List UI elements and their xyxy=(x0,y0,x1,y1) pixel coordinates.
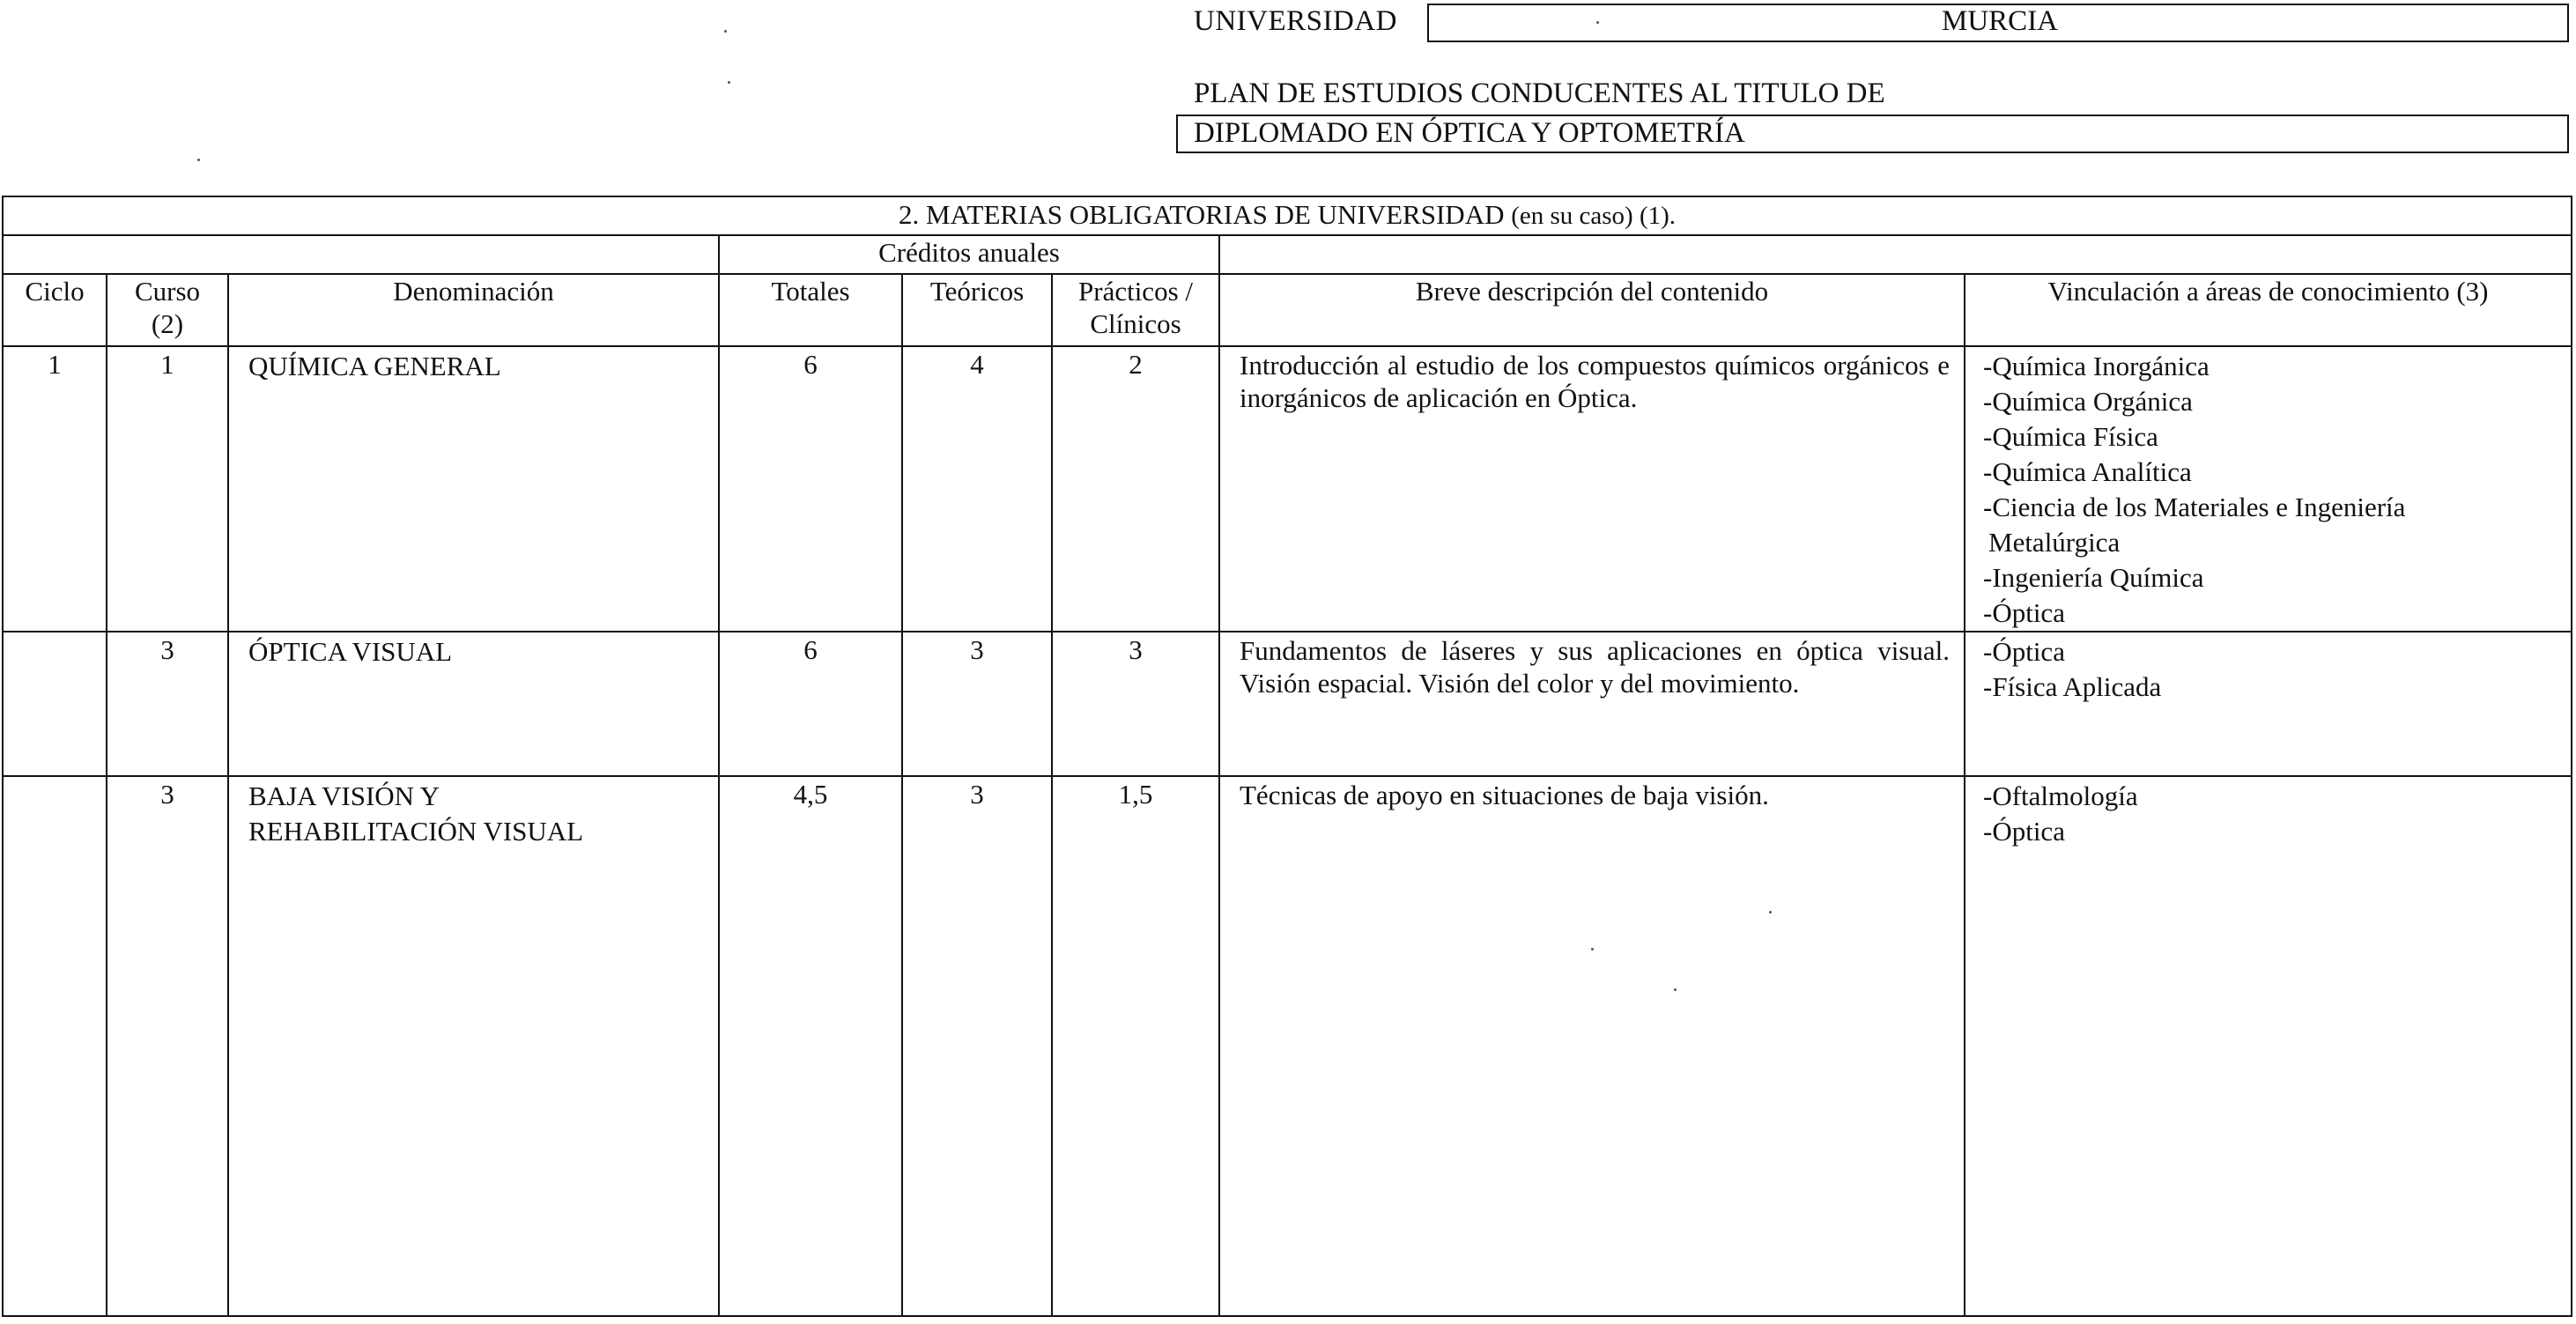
cell-teoricos: 3 xyxy=(902,776,1052,1316)
table-title xyxy=(3,196,2572,235)
denominacion-line: QUÍMICA GENERAL xyxy=(248,351,501,381)
area-item: Metalúrgica xyxy=(1988,527,2121,558)
table-title-main: 2. MATERIAS OBLIGATORIAS DE UNIVERSIDAD xyxy=(899,199,1505,230)
cell-totales: 6 xyxy=(719,346,902,632)
area-item: -Óptica xyxy=(1983,597,2065,628)
area-item: -Óptica xyxy=(1983,636,2065,667)
cell-descripcion: Fundamentos de láseres y sus aplicaciones en óptica visual. Visión espacial. Visión del color y del movimiento. xyxy=(1219,632,1965,776)
cell-teoricos: 4 xyxy=(902,346,1052,632)
cell-denominacion xyxy=(228,632,719,776)
titulo-value: DIPLOMADO EN ÓPTICA Y OPTOMETRÍA xyxy=(1194,117,1745,149)
cell-vinculacion xyxy=(1965,346,2572,632)
area-item: -Química Física xyxy=(1983,421,2158,452)
cell-curso: 1 xyxy=(107,346,228,632)
header-spacer-left xyxy=(3,235,719,274)
cell-practicos: 3 xyxy=(1052,632,1219,776)
scan-speck xyxy=(724,30,727,33)
cell-teoricos: 3 xyxy=(902,632,1052,776)
area-item: -Oftalmología xyxy=(1983,780,2138,811)
col-header-vinculacion: Vinculación a áreas de conocimiento (3) xyxy=(1965,274,2572,346)
area-item: -Ingeniería Química xyxy=(1983,562,2204,593)
universidad-label: UNIVERSIDAD xyxy=(1194,5,1397,37)
scan-speck xyxy=(728,81,730,84)
table-row xyxy=(3,632,2572,776)
cell-practicos: 1,5 xyxy=(1052,776,1219,1316)
area-item: -Química Inorgánica xyxy=(1983,351,2210,381)
cell-totales: 6 xyxy=(719,632,902,776)
col-header-practicos-line1: Prácticos / xyxy=(1078,276,1193,307)
cell-practicos: 2 xyxy=(1052,346,1219,632)
scan-speck xyxy=(1596,21,1599,24)
denominacion-line: BAJA VISIÓN Y xyxy=(248,780,440,811)
denominacion-line: ÓPTICA VISUAL xyxy=(248,636,453,667)
cell-curso: 3 xyxy=(107,776,228,1316)
cell-vinculacion xyxy=(1965,632,2572,776)
col-header-practicos-line2: Clínicos xyxy=(1090,308,1181,339)
col-header-denominacion: Denominación xyxy=(228,274,719,346)
scan-speck xyxy=(197,159,200,161)
denominacion-line: REHABILITACIÓN VISUAL xyxy=(248,816,584,847)
cell-ciclo xyxy=(3,776,107,1316)
area-item: -Química Analítica xyxy=(1983,456,2192,487)
cell-ciclo xyxy=(3,632,107,776)
area-item: -Óptica xyxy=(1983,816,2065,847)
col-header-ciclo: Ciclo xyxy=(3,274,107,346)
materias-obligatorias-table xyxy=(2,196,2572,1317)
cell-descripcion: Introducción al estudio de los compuestos químicos orgánicos e inorgánicos de aplicación en Óptica. xyxy=(1219,346,1965,632)
table-row xyxy=(3,776,2572,1316)
cell-ciclo: 1 xyxy=(3,346,107,632)
col-header-teoricos: Teóricos xyxy=(902,274,1052,346)
cell-totales: 4,5 xyxy=(719,776,902,1316)
area-item: -Ciencia de los Materiales e Ingeniería xyxy=(1983,492,2406,522)
col-header-totales: Totales xyxy=(719,274,902,346)
cell-descripcion: Técnicas de apoyo en situaciones de baja visión. xyxy=(1219,776,1965,1316)
col-header-curso-line1: Curso xyxy=(134,276,201,307)
cell-vinculacion xyxy=(1965,776,2572,1316)
area-item: -Física Aplicada xyxy=(1983,671,2162,702)
header-spacer-right xyxy=(1219,235,2572,274)
universidad-value: MURCIA xyxy=(1942,5,2059,37)
cell-denominacion xyxy=(228,776,719,1316)
cell-curso: 3 xyxy=(107,632,228,776)
creditos-anuales-header: Créditos anuales xyxy=(719,235,1219,274)
col-header-practicos xyxy=(1052,274,1219,346)
plan-estudios-label: PLAN DE ESTUDIOS CONDUCENTES AL TITULO DE xyxy=(1194,78,1885,109)
table-row xyxy=(3,346,2572,632)
area-item: -Química Orgánica xyxy=(1983,386,2193,417)
cell-denominacion xyxy=(228,346,719,632)
col-header-curso xyxy=(107,274,228,346)
table-title-note: (en su caso) (1). xyxy=(1511,202,1677,230)
col-header-curso-line2: (2) xyxy=(151,308,184,339)
col-header-descripcion: Breve descripción del contenido xyxy=(1219,274,1965,346)
